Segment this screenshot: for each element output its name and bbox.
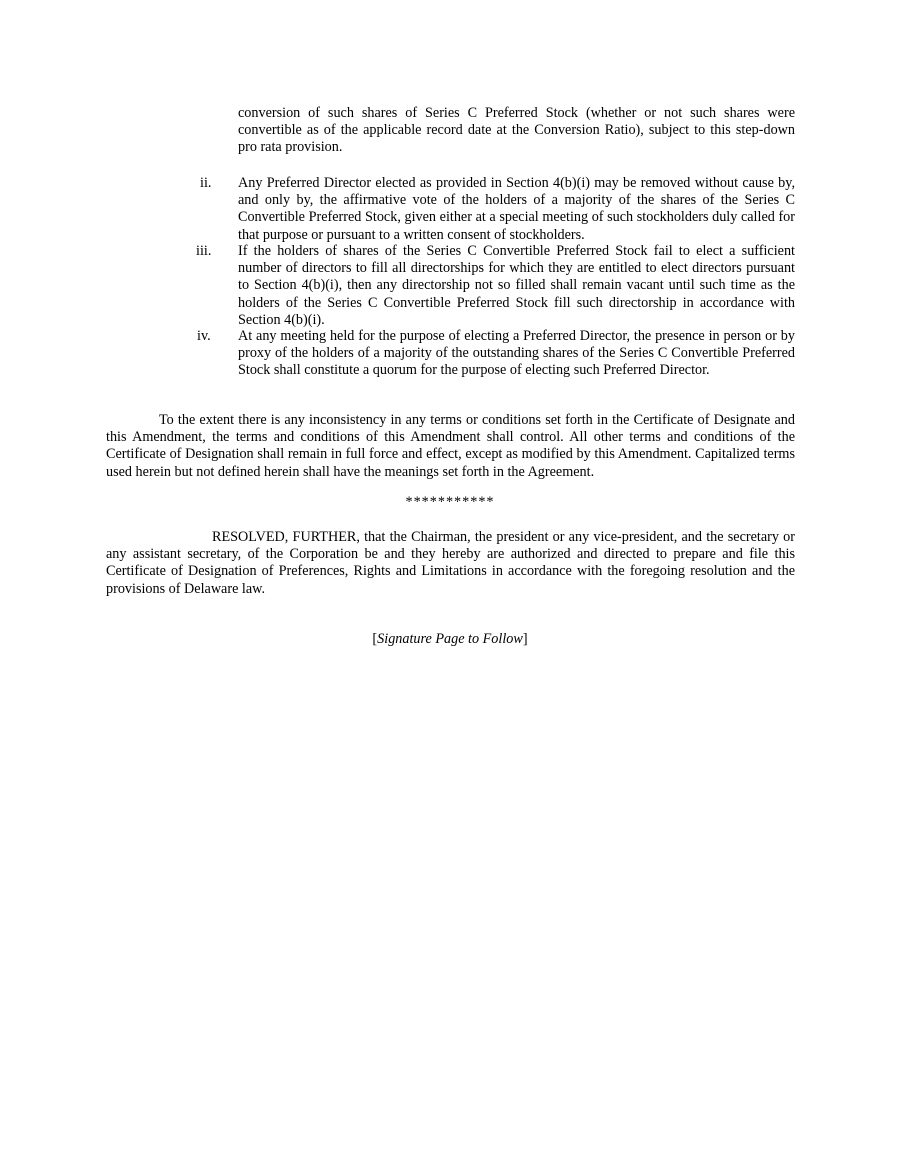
list-numeral: iv.: [197, 328, 211, 344]
continuation-paragraph: conversion of such shares of Series C Preferred Stock (whether or not such shares were convertible as of the applicable record date at the Conversion Ratio), subject to this step-down pro rata provision.: [238, 105, 795, 156]
open-bracket: [: [372, 631, 378, 647]
signature-note-text: Signature Page to Follow: [377, 631, 523, 647]
list-item-text: At any meeting held for the purpose of electing a Preferred Director, the presence in person or by proxy of the holders of a majority of the outstanding shares of the Series C Convertible Preferred Stock shall constitute a quorum for the purpose of electing such Preferred Director.: [238, 328, 795, 379]
list-numeral: ii.: [200, 175, 212, 191]
resolved-paragraph: RESOLVED, FURTHER, that the Chairman, the president or any vice-president, and the secretary or any assistant secretary, of the Corporation be and they hereby are authorized and directed to prepare and file this Certificate of Designation of Preferences, Rights and Limitations in accordance with the foregoing resolution and the provisions of Delaware law.: [106, 529, 795, 597]
list-item-text: Any Preferred Director elected as provided in Section 4(b)(i) may be removed without cause by, and only by, the affirmative vote of the holders of a majority of the shares of the Series C Convertible Preferred Stock, given either at a special meeting of such stockholders duly called for that purpose or pursuant to a written consent of stockholders.: [238, 175, 795, 243]
signature-page-note: [0, 631, 900, 648]
list-item-text: If the holders of shares of the Series C Convertible Preferred Stock fail to elect a sufficient number of directors to fill all directorships for which they are entitled to elect directors pursuant to Section 4(b)(i), then any directorship not so filled shall remain vacant until such time as the holders of the Series C Convertible Preferred Stock fill such directorship in accordance with Section 4(b)(i).: [238, 243, 795, 328]
inconsistency-paragraph: To the extent there is any inconsistency in any terms or conditions set forth in the Certificate of Designate and this Amendment, the terms and conditions of this Amendment shall control. All other terms and conditions of the Certificate of Designation shall remain in full force and effect, except as modified by this Amendment. Capitalized terms used herein but not defined herein shall have the meanings set forth in the Agreement.: [106, 412, 795, 480]
asterisk-separator: ***********: [405, 494, 495, 510]
list-numeral: iii.: [196, 243, 212, 259]
close-bracket: ]: [522, 631, 528, 647]
